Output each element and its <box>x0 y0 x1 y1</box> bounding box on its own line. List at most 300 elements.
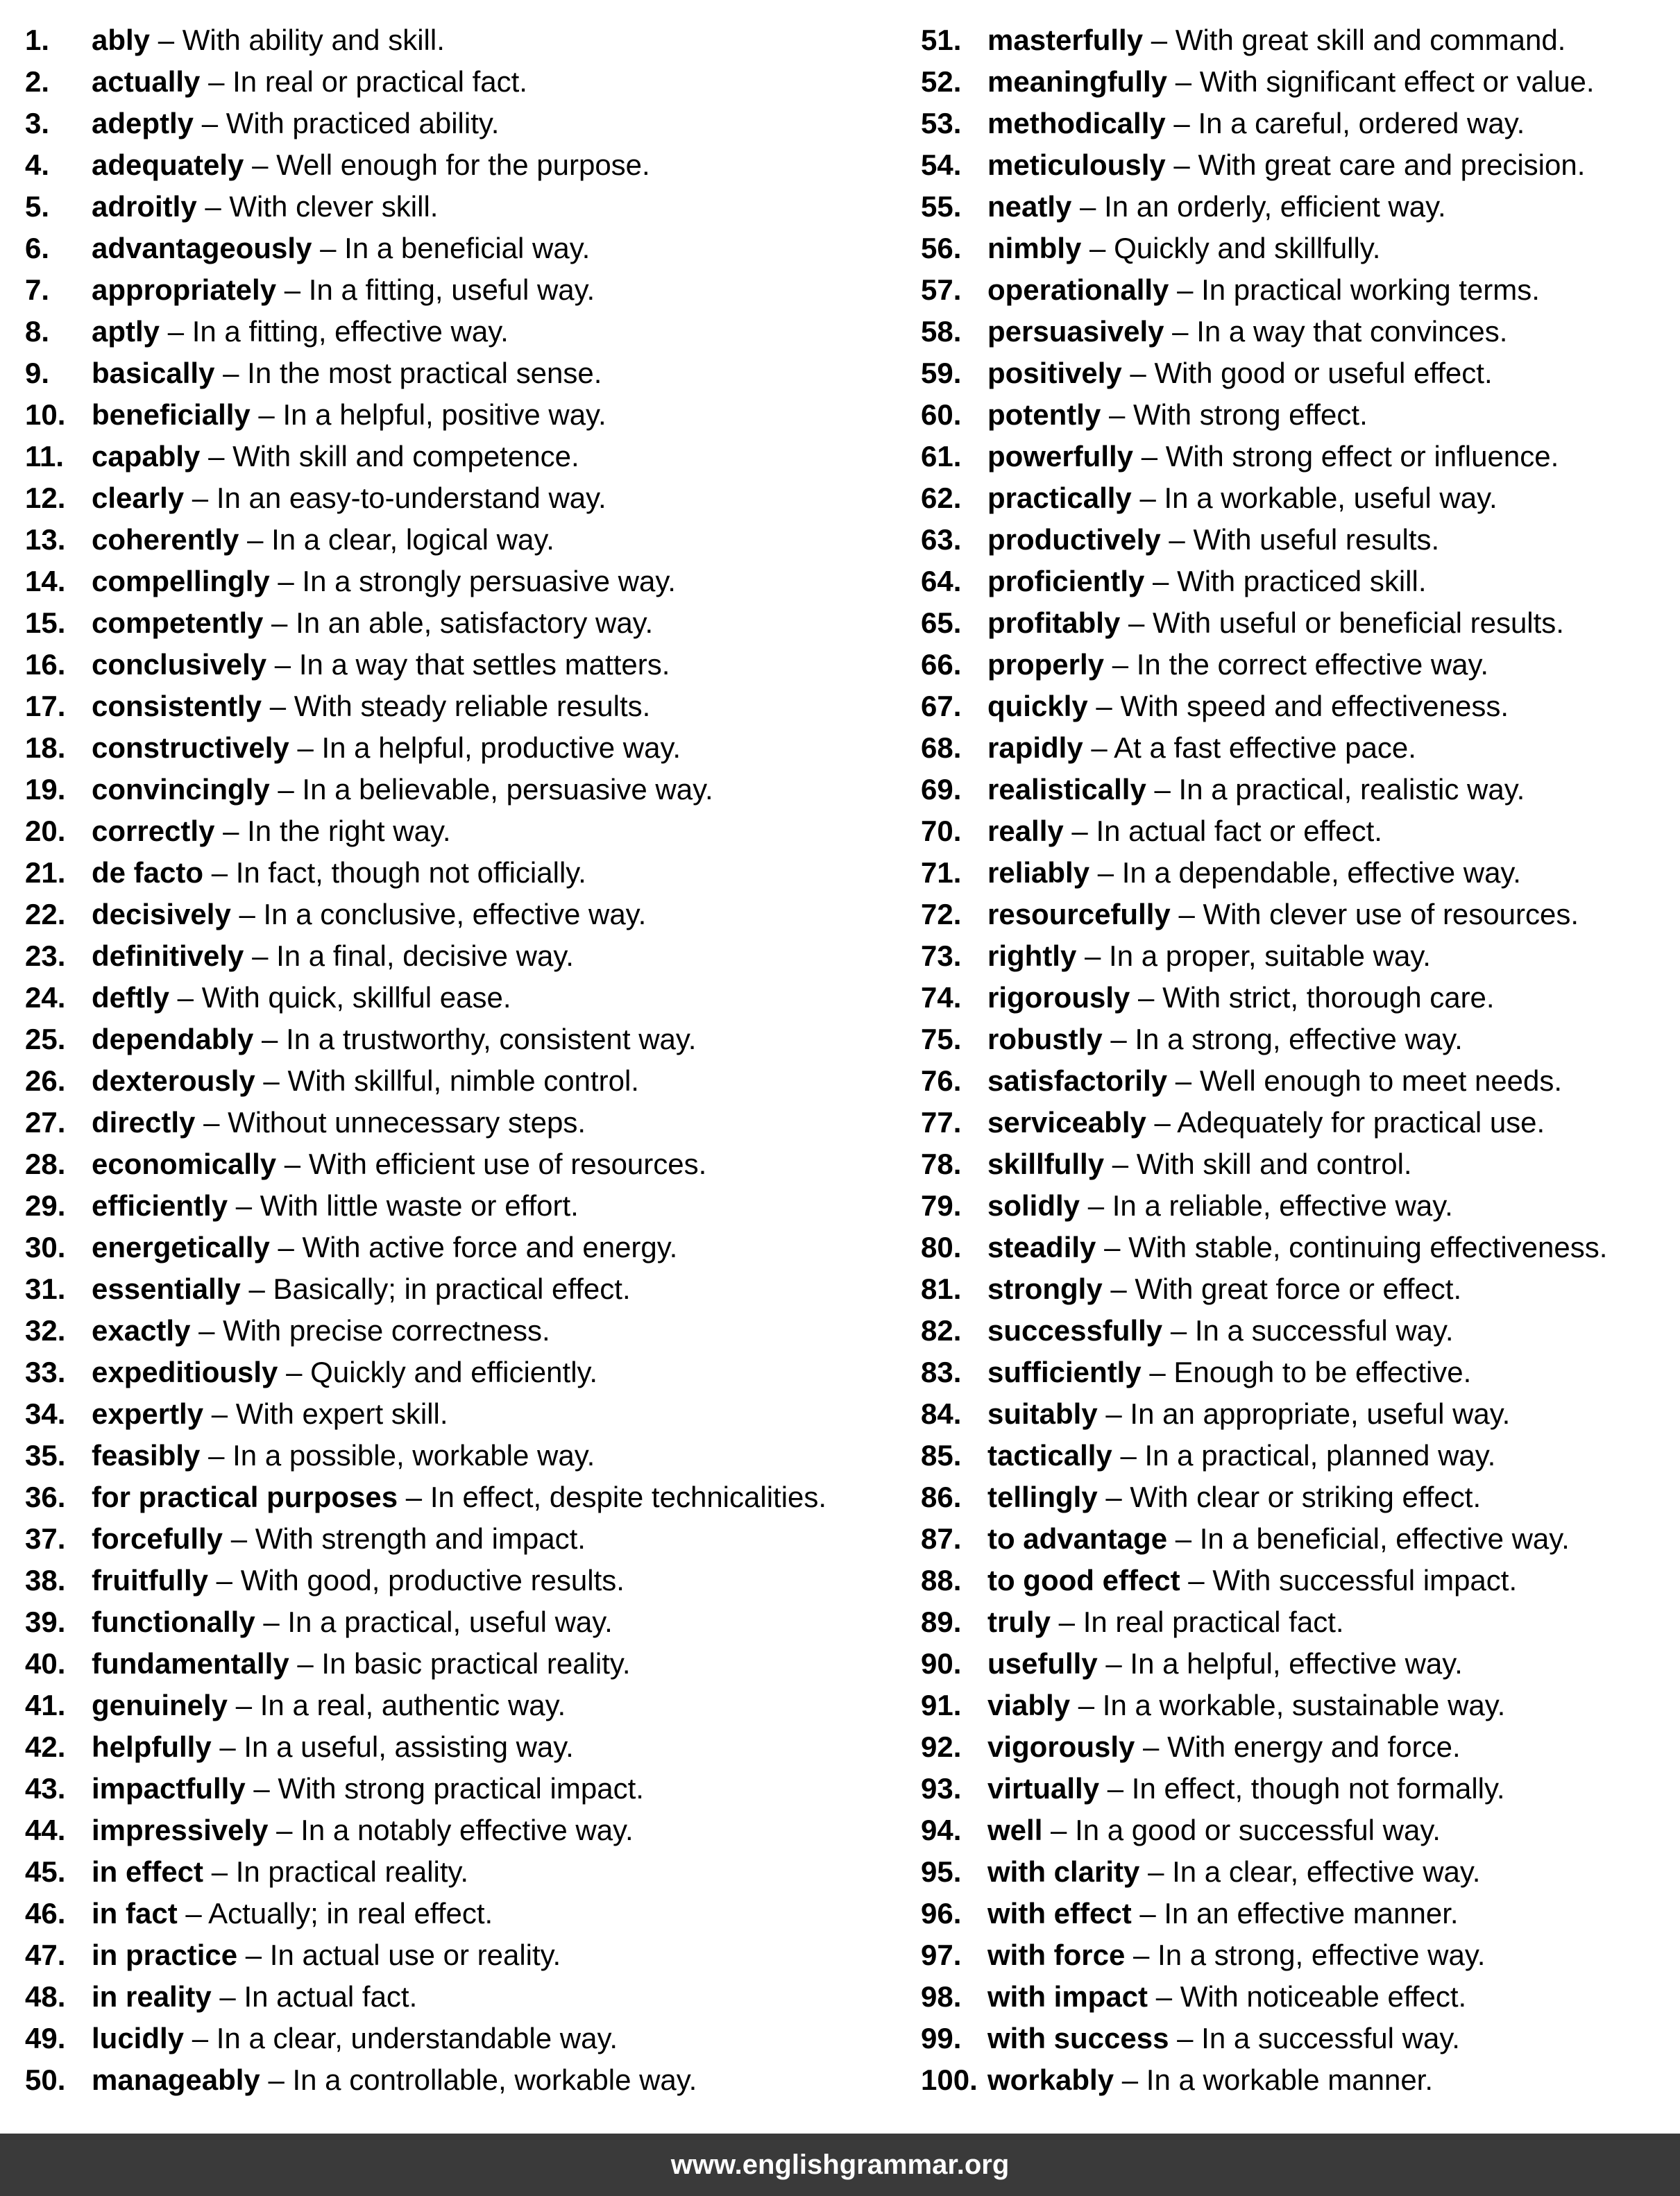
item-separator: – <box>211 1980 244 2013</box>
item-term: neatly <box>987 190 1072 223</box>
item-definition: With noticeable effect. <box>1180 1980 1467 2013</box>
item-definition: With expert skill. <box>235 1397 448 1430</box>
item-definition: In a workable manner. <box>1146 2063 1434 2096</box>
list-item <box>921 2018 1663 2059</box>
list-item <box>921 1268 1663 1310</box>
item-definition: With steady reliable results. <box>294 690 651 722</box>
item-separator: – <box>1143 24 1176 56</box>
item-number: 2. <box>25 65 50 98</box>
item-number: 41. <box>25 1689 66 1721</box>
item-separator: – <box>289 731 322 764</box>
item-term: satisfactorily <box>987 1064 1168 1097</box>
item-definition: With quick, skillful ease. <box>201 981 511 1014</box>
item-separator: – <box>253 1023 287 1055</box>
item-term: with impact <box>987 1980 1148 2013</box>
list-item <box>921 1601 1663 1643</box>
item-definition: In an effective manner. <box>1164 1897 1459 1930</box>
item-number: 93. <box>921 1772 962 1805</box>
item-definition: With clever skill. <box>229 190 439 223</box>
item-number: 64. <box>921 565 962 597</box>
list-item <box>921 186 1663 228</box>
item-separator: – <box>255 1064 288 1097</box>
item-separator: – <box>194 107 226 139</box>
item-term: solidly <box>987 1189 1080 1222</box>
item-number: 25. <box>25 1023 66 1055</box>
item-number: 46. <box>25 1897 66 1930</box>
list-item <box>25 810 885 852</box>
list-item <box>25 561 885 602</box>
item-separator: – <box>160 315 192 348</box>
item-term: directly <box>92 1106 196 1139</box>
item-definition: In real practical fact. <box>1083 1606 1344 1638</box>
list-item <box>25 1851 885 1893</box>
item-number: 76. <box>921 1064 962 1097</box>
item-term: steadily <box>987 1231 1096 1263</box>
list-item <box>25 769 885 810</box>
item-term: tactically <box>987 1439 1112 1472</box>
footer-bar <box>0 2134 1680 2196</box>
item-definition: In a notably effective way. <box>300 1814 634 1846</box>
item-term: advantageously <box>92 232 312 264</box>
item-definition: In a final, decisive way. <box>276 939 574 972</box>
item-separator: – <box>237 1939 270 1971</box>
item-term: robustly <box>987 1023 1103 1055</box>
item-separator: – <box>223 1522 255 1555</box>
item-term: adequately <box>92 148 244 181</box>
item-number: 48. <box>25 1980 66 2013</box>
item-term: to good effect <box>987 1564 1180 1597</box>
item-term: impressively <box>92 1814 269 1846</box>
item-definition: With practiced ability. <box>226 107 500 139</box>
item-definition: Actually; in real effect. <box>208 1897 493 1930</box>
item-number: 84. <box>921 1397 962 1430</box>
item-number: 5. <box>25 190 50 223</box>
item-number: 63. <box>921 523 962 556</box>
list-item <box>25 935 885 977</box>
item-definition: In a useful, assisting way. <box>244 1730 574 1763</box>
item-number: 8. <box>25 315 50 348</box>
item-separator: – <box>214 815 248 847</box>
item-number: 15. <box>25 606 66 639</box>
item-definition: In a way that settles matters. <box>298 648 670 681</box>
item-number: 56. <box>921 232 962 264</box>
item-separator: – <box>1102 1023 1135 1055</box>
item-separator: – <box>269 1231 303 1263</box>
list-item <box>921 1102 1663 1143</box>
item-separator: – <box>1076 939 1110 972</box>
item-definition: With successful impact. <box>1212 1564 1518 1597</box>
item-number: 80. <box>921 1231 962 1263</box>
item-number: 59. <box>921 357 962 389</box>
list-item <box>25 1143 885 1185</box>
list-item <box>25 1352 885 1393</box>
item-separator: – <box>1141 1356 1174 1388</box>
item-term: successfully <box>987 1314 1163 1347</box>
list-item <box>25 394 885 436</box>
item-number: 81. <box>921 1273 962 1305</box>
item-separator: – <box>207 1564 241 1597</box>
item-definition: In a strong, effective way. <box>1157 1939 1486 1971</box>
list-item <box>921 394 1663 436</box>
item-number: 52. <box>921 65 962 98</box>
item-definition: In a workable, sustainable way. <box>1102 1689 1506 1721</box>
item-definition: In a fitting, useful way. <box>308 273 595 306</box>
item-definition: With useful or beneficial results. <box>1153 606 1564 639</box>
list-item <box>25 686 885 727</box>
item-number: 85. <box>921 1439 962 1472</box>
item-separator: – <box>1121 357 1155 389</box>
item-term: impactfully <box>92 1772 246 1805</box>
item-definition: In a workable, useful way. <box>1164 482 1497 514</box>
item-number: 37. <box>25 1522 66 1555</box>
list-item <box>921 1143 1663 1185</box>
item-separator: – <box>255 1606 288 1638</box>
item-separator: – <box>200 65 233 98</box>
list-item <box>25 644 885 686</box>
list-item <box>25 1393 885 1435</box>
item-separator: – <box>230 898 264 930</box>
item-separator: – <box>195 1106 228 1139</box>
item-definition: Quickly and skillfully. <box>1114 232 1381 264</box>
item-definition: In a dependable, effective way. <box>1121 856 1521 889</box>
item-term: productively <box>987 523 1161 556</box>
item-term: in fact <box>92 1897 178 1930</box>
item-definition: With clear or striking effect. <box>1130 1481 1482 1513</box>
item-term: conclusively <box>92 648 267 681</box>
item-number: 19. <box>25 773 66 806</box>
item-term: adeptly <box>92 107 194 139</box>
item-term: coherently <box>92 523 239 556</box>
item-term: appropriately <box>92 273 277 306</box>
item-separator: – <box>1133 440 1166 473</box>
item-definition: In the most practical sense. <box>247 357 602 389</box>
item-term: practically <box>987 482 1132 514</box>
item-separator: – <box>1101 398 1134 431</box>
list-item <box>921 810 1663 852</box>
item-definition: In a good or successful way. <box>1075 1814 1441 1846</box>
list-item <box>25 602 885 644</box>
item-separator: – <box>1146 773 1179 806</box>
item-term: helpfully <box>92 1730 212 1763</box>
list-item <box>25 477 885 519</box>
item-number: 88. <box>921 1564 962 1597</box>
list-item <box>921 477 1663 519</box>
item-definition: With speed and effectiveness. <box>1120 690 1509 722</box>
item-term: competently <box>92 606 264 639</box>
item-separator: – <box>1169 273 1202 306</box>
item-definition: With significant effect or value. <box>1199 65 1595 98</box>
item-separator: – <box>203 1855 236 1888</box>
item-term: rapidly <box>987 731 1083 764</box>
list-item <box>25 1185 885 1227</box>
item-number: 18. <box>25 731 66 764</box>
item-separator: – <box>1096 1231 1129 1263</box>
item-number: 17. <box>25 690 66 722</box>
item-separator: – <box>169 981 202 1014</box>
item-term: basically <box>92 357 215 389</box>
list-item <box>921 61 1663 103</box>
list-item <box>921 686 1663 727</box>
item-term: energetically <box>92 1231 270 1263</box>
item-term: expertly <box>92 1397 204 1430</box>
item-separator: – <box>1146 1106 1178 1139</box>
item-number: 26. <box>25 1064 66 1097</box>
item-number: 42. <box>25 1730 66 1763</box>
item-definition: With ability and skill. <box>182 24 445 56</box>
item-number: 72. <box>921 898 962 930</box>
item-definition: With clever use of resources. <box>1203 898 1579 930</box>
item-term: nimbly <box>987 232 1082 264</box>
list-item <box>921 935 1663 977</box>
item-number: 6. <box>25 232 50 264</box>
item-definition: In practical reality. <box>235 1855 469 1888</box>
item-term: in reality <box>92 1980 212 2013</box>
item-separator: – <box>200 440 233 473</box>
item-separator: – <box>1180 1564 1213 1597</box>
item-definition: With strict, thorough care. <box>1162 981 1495 1014</box>
item-number: 22. <box>25 898 66 930</box>
item-separator: – <box>211 1730 244 1763</box>
item-definition: In an easy-to-understand way. <box>216 482 606 514</box>
item-separator: – <box>1167 65 1200 98</box>
list-item <box>25 1019 885 1060</box>
item-number: 82. <box>921 1314 962 1347</box>
item-number: 92. <box>921 1730 962 1763</box>
item-term: manageably <box>92 2063 260 2096</box>
list-item <box>921 1976 1663 2018</box>
item-term: usefully <box>987 1647 1098 1680</box>
item-separator: – <box>228 1689 260 1721</box>
list-item <box>25 1227 885 1268</box>
item-separator: – <box>1160 523 1194 556</box>
item-term: powerfully <box>987 440 1134 473</box>
item-separator: – <box>1165 107 1198 139</box>
item-term: genuinely <box>92 1689 228 1721</box>
item-definition: In a beneficial way. <box>344 232 591 264</box>
item-definition: In the correct effective way. <box>1136 648 1489 681</box>
item-separator: – <box>150 24 183 56</box>
item-definition: With great skill and command. <box>1175 24 1566 56</box>
list-item <box>25 1934 885 1976</box>
item-separator: – <box>1139 1855 1173 1888</box>
item-number: 29. <box>25 1189 66 1222</box>
list-item <box>25 1060 885 1102</box>
item-term: economically <box>92 1148 277 1180</box>
list-item <box>921 1768 1663 1810</box>
item-definition: With skill and competence. <box>232 440 579 473</box>
item-term: resourcefully <box>987 898 1171 930</box>
list-item <box>25 186 885 228</box>
item-separator: – <box>245 1772 278 1805</box>
item-term: with success <box>987 2022 1169 2054</box>
list-item <box>25 144 885 186</box>
item-separator: – <box>1042 1814 1076 1846</box>
item-term: actually <box>92 65 201 98</box>
item-term: really <box>987 815 1064 847</box>
list-item <box>921 852 1663 894</box>
item-number: 55. <box>921 190 962 223</box>
item-separator: – <box>239 523 272 556</box>
right-column <box>921 19 1663 2101</box>
item-definition: In fact, though not officially. <box>235 856 586 889</box>
item-definition: Quickly and efficiently. <box>310 1356 598 1388</box>
list-item <box>25 1560 885 1601</box>
item-term: with force <box>987 1939 1126 1971</box>
item-number: 9. <box>25 357 50 389</box>
item-number: 47. <box>25 1939 66 1971</box>
item-term: workably <box>987 2063 1114 2096</box>
item-term: tellingly <box>987 1481 1098 1513</box>
list-item <box>921 977 1663 1019</box>
item-separator: – <box>1051 1606 1083 1638</box>
item-number: 91. <box>921 1689 962 1721</box>
item-separator: – <box>1167 1064 1200 1097</box>
item-separator: – <box>1162 1314 1195 1347</box>
list-item <box>25 1102 885 1143</box>
item-number: 32. <box>25 1314 66 1347</box>
item-term: consistently <box>92 690 262 722</box>
item-number: 60. <box>921 398 962 431</box>
item-term: suitably <box>987 1397 1098 1430</box>
item-term: reliably <box>987 856 1090 889</box>
item-number: 31. <box>25 1273 66 1305</box>
item-number: 34. <box>25 1397 66 1430</box>
item-term: compellingly <box>92 565 270 597</box>
item-separator: – <box>1114 2063 1146 2096</box>
item-definition: With useful results. <box>1193 523 1440 556</box>
item-term: capably <box>92 440 201 473</box>
item-definition: With good or useful effect. <box>1154 357 1493 389</box>
item-term: truly <box>987 1606 1051 1638</box>
item-number: 13. <box>25 523 66 556</box>
item-number: 66. <box>921 648 962 681</box>
item-term: dependably <box>92 1023 254 1055</box>
item-term: quickly <box>987 690 1088 722</box>
item-separator: – <box>1080 1189 1112 1222</box>
item-separator: – <box>1099 1772 1132 1805</box>
item-definition: In a beneficial, effective way. <box>1199 1522 1570 1555</box>
item-separator: – <box>260 2063 293 2096</box>
list-item <box>921 1643 1663 1685</box>
item-definition: In a successful way. <box>1201 2022 1460 2054</box>
item-term: definitively <box>92 939 244 972</box>
list-item <box>25 1310 885 1352</box>
item-term: viably <box>987 1689 1071 1721</box>
item-number: 70. <box>921 815 962 847</box>
item-separator: – <box>1148 1980 1180 2013</box>
item-definition: In a trustworthy, consistent way. <box>286 1023 697 1055</box>
item-term: strongly <box>987 1273 1103 1305</box>
item-number: 43. <box>25 1772 66 1805</box>
item-term: ably <box>92 24 151 56</box>
item-separator: – <box>268 1814 301 1846</box>
item-separator: – <box>203 856 236 889</box>
item-definition: At a fast effective pace. <box>1114 731 1416 764</box>
item-number: 61. <box>921 440 962 473</box>
item-separator: – <box>1165 148 1198 181</box>
list-item <box>921 519 1663 561</box>
item-definition: In a believable, persuasive way. <box>302 773 713 806</box>
item-separator: – <box>1120 606 1153 639</box>
item-number: 36. <box>25 1481 66 1513</box>
item-term: de facto <box>92 856 204 889</box>
item-term: rigorously <box>987 981 1130 1014</box>
item-definition: In a careful, ordered way. <box>1198 107 1525 139</box>
item-term: realistically <box>987 773 1146 806</box>
item-number: 100. <box>921 2063 978 2096</box>
list-item <box>921 1851 1663 1893</box>
item-term: potently <box>987 398 1101 431</box>
item-term: in effect <box>92 1855 204 1888</box>
item-definition: In actual use or reality. <box>269 1939 561 1971</box>
item-definition: Without unnecessary steps. <box>228 1106 586 1139</box>
item-definition: In a practical, useful way. <box>287 1606 613 1638</box>
item-definition: In a strong, effective way. <box>1135 1023 1463 1055</box>
item-number: 14. <box>25 565 66 597</box>
list-item <box>25 228 885 269</box>
item-definition: With good, productive results. <box>240 1564 625 1597</box>
list-item <box>921 436 1663 477</box>
item-number: 69. <box>921 773 962 806</box>
list-item <box>921 1934 1663 1976</box>
footer-url[interactable]: www.englishgrammar.org <box>670 2149 1010 2180</box>
list-item <box>921 1310 1663 1352</box>
item-separator: – <box>278 1356 311 1388</box>
item-definition: With skill and control. <box>1136 1148 1412 1180</box>
item-term: functionally <box>92 1606 255 1638</box>
item-definition: With strong effect. <box>1133 398 1368 431</box>
item-number: 83. <box>921 1356 962 1388</box>
list-item <box>25 103 885 144</box>
item-separator: – <box>1083 731 1114 764</box>
list-item <box>25 1518 885 1560</box>
item-term: constructively <box>92 731 289 764</box>
list-item <box>25 519 885 561</box>
item-definition: Well enough to meet needs. <box>1199 1064 1563 1097</box>
list-item <box>25 19 885 61</box>
item-term: to advantage <box>987 1522 1168 1555</box>
list-item <box>25 436 885 477</box>
item-separator: – <box>1097 1481 1130 1513</box>
item-term: aptly <box>92 315 160 348</box>
item-term: adroitly <box>92 190 197 223</box>
item-definition: In a way that convinces. <box>1196 315 1508 348</box>
item-separator: – <box>1130 981 1163 1014</box>
item-number: 98. <box>921 1980 962 2013</box>
item-separator: – <box>262 690 294 722</box>
item-definition: In a conclusive, effective way. <box>263 898 647 930</box>
list-item <box>921 1352 1663 1393</box>
left-column <box>25 19 885 2101</box>
item-definition: In a clear, logical way. <box>271 523 554 556</box>
item-separator: – <box>250 398 283 431</box>
item-term: proficiently <box>987 565 1145 597</box>
item-definition: In a reliable, effective way. <box>1112 1189 1453 1222</box>
item-number: 40. <box>25 1647 66 1680</box>
item-term: essentially <box>92 1273 241 1305</box>
item-term: decisively <box>92 898 231 930</box>
item-number: 62. <box>921 482 962 514</box>
item-number: 78. <box>921 1148 962 1180</box>
item-number: 73. <box>921 939 962 972</box>
item-separator: – <box>1081 232 1114 264</box>
item-term: deftly <box>92 981 170 1014</box>
item-definition: In a helpful, productive way. <box>321 731 681 764</box>
item-term: well <box>987 1814 1043 1846</box>
item-definition: In practical working terms. <box>1201 273 1540 306</box>
list-item <box>921 352 1663 394</box>
item-term: meaningfully <box>987 65 1168 98</box>
